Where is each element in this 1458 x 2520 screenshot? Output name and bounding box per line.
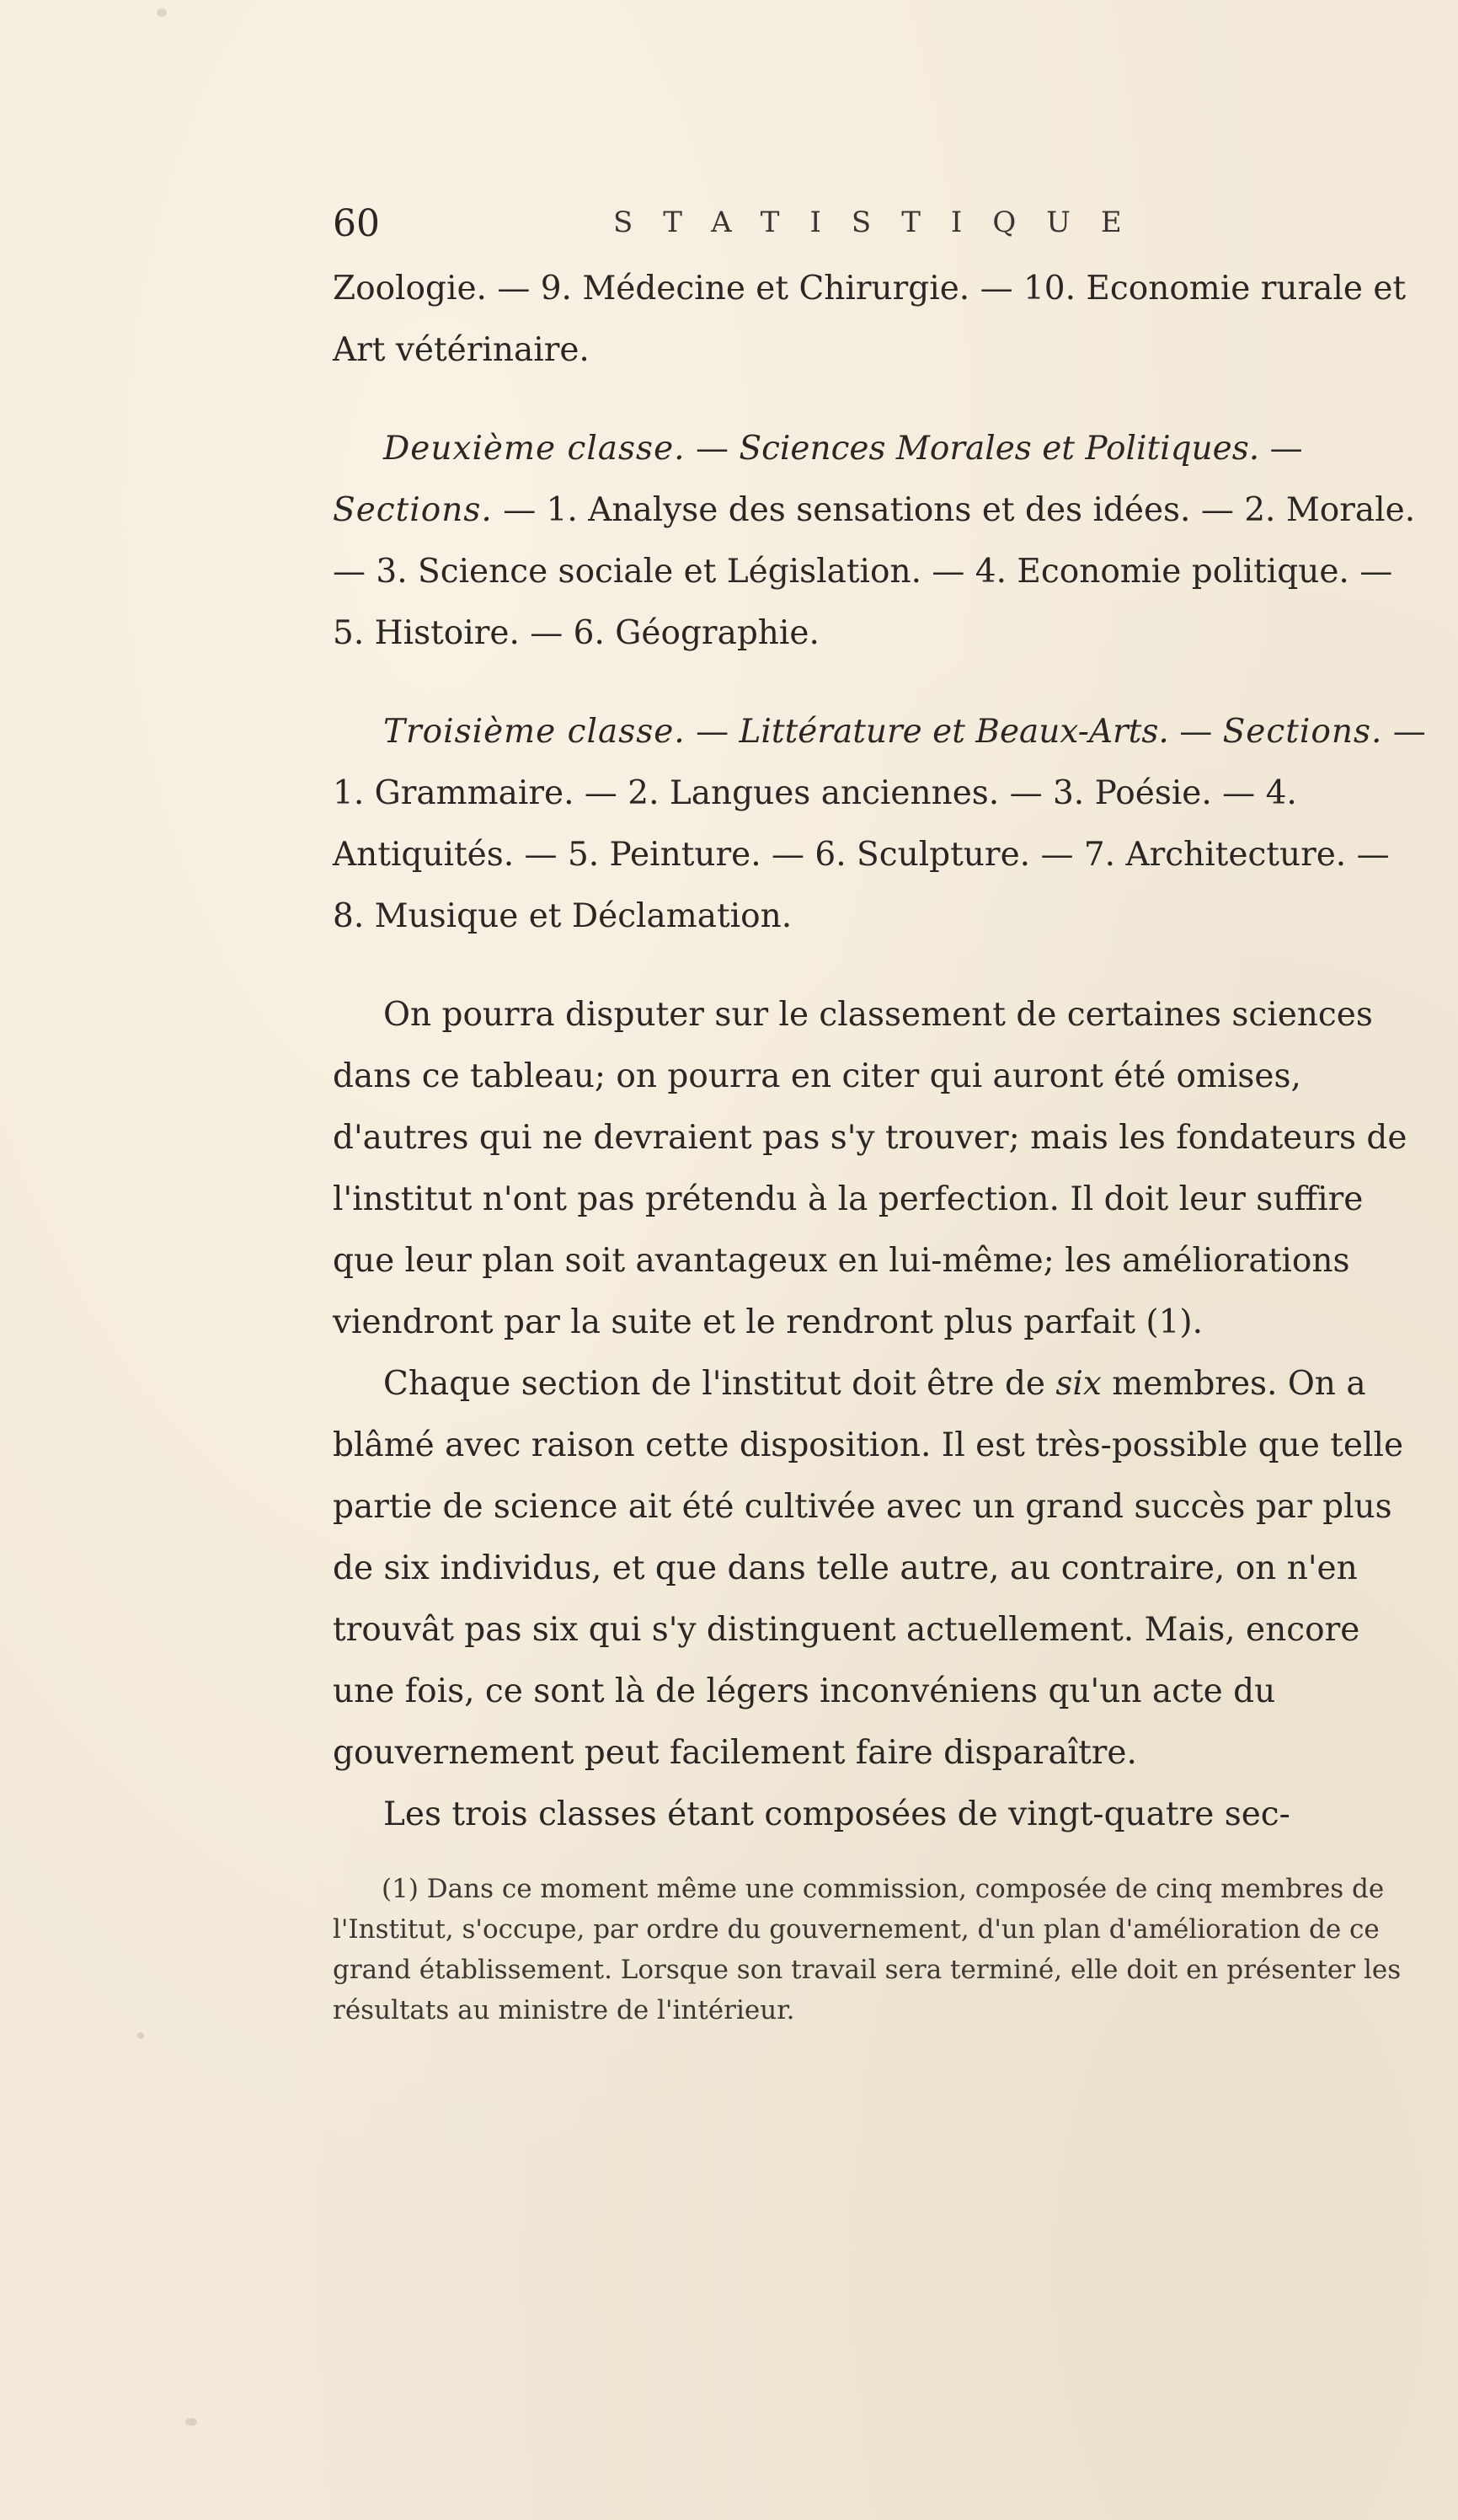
paper-spot — [185, 2418, 197, 2426]
paper-spot — [137, 2032, 144, 2039]
sections-list: 1. Analyse des sensations et des idées. — 2. Morale. — 3. Science sociale et Législation. — 4. Economie politique. — 5. Histoire. — 6. Géographie. — [333, 491, 1416, 652]
text-run: membres. On a blâmé avec raison cette disposition. Il est très-possible que telle partie de science ait été cultivée avec un grand succès par plus de six individus, et que dans telle autre, au contraire, on n'en trouvât pas six qui s'y distinguent actuellement. Mais, encore une fois, ce sont là de légers inconvéniens qu'un acte du gouvernement peut facilement faire disparaître. — [333, 1365, 1404, 1772]
running-head — [333, 202, 1428, 258]
running-title: STATISTIQUE — [613, 206, 1152, 239]
text-block — [333, 202, 1428, 2057]
paragraph-troisieme-classe — [333, 701, 1428, 947]
paper-spot — [157, 8, 167, 17]
class-subject: Littérature et Beaux-Arts. — [739, 713, 1169, 751]
em-dash: — — [696, 713, 740, 751]
paragraph-deuxieme-classe — [333, 418, 1428, 664]
class-label: Troisième classe. — [383, 713, 686, 751]
emphasis-six: six — [1055, 1365, 1102, 1403]
page-number: 60 — [333, 202, 380, 245]
sections-label: Sections. — [1222, 713, 1383, 751]
class-label: Deuxième classe. — [383, 430, 686, 468]
em-dash: — — [1269, 430, 1303, 468]
paragraph-classement: On pourra disputer sur le classement de certaines sciences dans ce tableau; on pourra en citer qui auront été omises, d'autres qui ne devraient pas s'y trouver; mais les fondateurs de l'institut n'ont pas prétendu à la perfection. Il doit leur suffire que leur plan soit avantageux en lui-même; les améliorations viendront par la suite et le rendront plus parfait (1). — [333, 996, 1407, 1341]
em-dash: — — [695, 430, 740, 468]
sections-list: 1. Grammaire. — 2. Langues anciennes. — 3. Poésie. — 4. Antiquités. — 5. Peinture. — 6. Sculpture. — 7. Architecture. — 8. Musique et Déclamation. — [333, 774, 1390, 935]
text-run: Chaque section de l'institut doit être de — [383, 1365, 1045, 1403]
em-dash: — — [1179, 713, 1223, 751]
paragraph-section — [333, 1353, 1428, 1784]
paragraph-zoologie: Zoologie. — 9. Médecine et Chirurgie. — 10. Economie rurale et Art vétérinaire. — [333, 270, 1407, 369]
em-dash: — — [1392, 713, 1426, 751]
sections-label: Sections. — [333, 491, 493, 529]
class-subject: Sciences Morales et Politiques. — [739, 430, 1260, 468]
footnote: (1) Dans ce moment même une commission, composée de cinq membres de l'Institut, s'occupe, par ordre du gouvernement, d'un plan d'amélioration de ce grand établissement. Lorsque son travail sera terminé, elle doit en présenter les résultats au ministre de l'intérieur. — [333, 1874, 1402, 2025]
em-dash: — — [503, 491, 547, 529]
paragraph-trois-classes: Les trois classes étant composées de vingt-quatre sec- — [383, 1795, 1290, 1833]
